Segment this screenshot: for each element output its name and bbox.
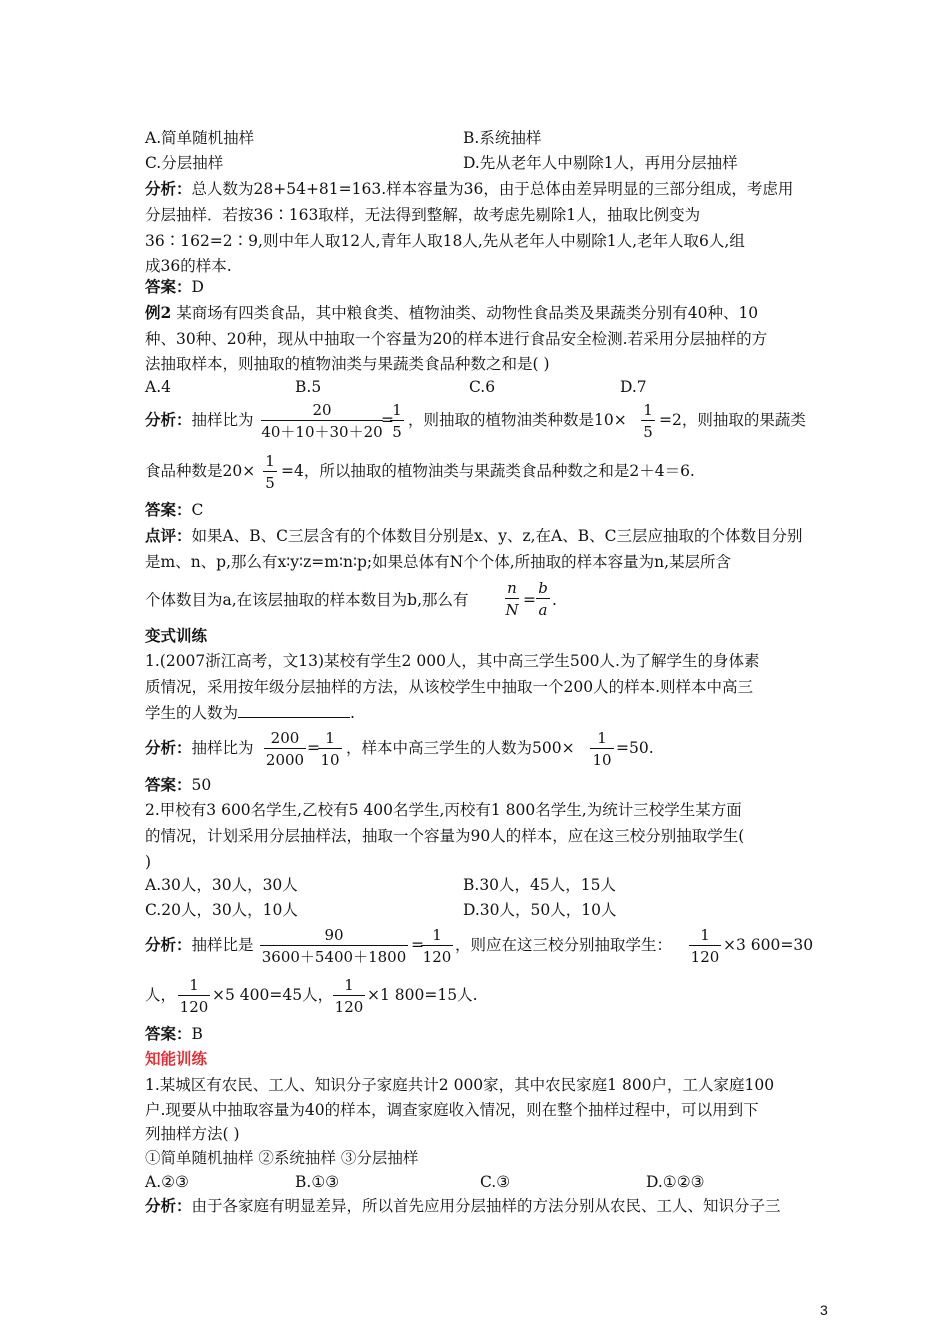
variant-q2-l2: 的情况，计划采用分层抽样法，抽取一个容量为90人的样本，应在这三校分别抽取学生( — [145, 827, 745, 845]
option-d: D.先从老年人中剔除1人，再用分层抽样 — [463, 154, 738, 172]
ex2-option-d: D.7 — [620, 378, 647, 396]
fraction: $\frac{b}{a}$ — [536, 579, 550, 619]
fraction: $\frac{n}{N}$ — [505, 579, 519, 619]
section-title-variant: 变式训练 — [145, 626, 208, 645]
variant-q2-l3: ) — [145, 853, 152, 871]
ex2-option-a: A.4 — [145, 378, 171, 396]
training-q1-l4: ①简单随机抽样 ②系统抽样 ③分层抽样 — [145, 1149, 419, 1167]
ex2-analysis-mid: ，则抽取的植物油类种数是10× — [408, 411, 627, 429]
section-title-training: 知能训练 — [145, 1049, 208, 1068]
analysis-1-l3: 36∶162=2∶9,则中年人取12人,青年人取18人,先从老年人中剔除1人,老年人取6人,组 — [145, 232, 745, 250]
option-a: A.简单随机抽样 — [145, 129, 255, 147]
answer-blank — [238, 703, 350, 718]
training-option-b: B.①③ — [295, 1173, 340, 1191]
answer-1: 答案：D — [145, 277, 204, 296]
ex2-option-b: B.5 — [295, 378, 322, 396]
variant-q1-l1: 1.(2007浙江高考，文13)某校有学生2 000人，其中高三学生500人.为了解学生的身体素 — [145, 652, 760, 670]
period: . — [552, 591, 557, 609]
fraction: $\frac{20}{40+10+30+20}$ — [261, 401, 383, 441]
example-2-q-l2: 种、30种、20种，现从中抽取一个容量为20的样本进行食品安全检测.若采用分层抽样的方 — [145, 330, 768, 348]
variant-a1-mid: ，样本中高三学生的人数为500× — [346, 739, 575, 757]
example-2-q-l3: 法抽取样本，则抽取的植物油类与果蔬类食品种数之和是( ) — [145, 355, 550, 373]
option-c: C.分层抽样 — [145, 154, 224, 172]
ex2-comment: 点评：如果A、B、C三层含有的个体数目分别是x、y、z,在A、B、C三层应抽取的个体数目分别 — [145, 526, 803, 545]
ex2-comment-l2: 是m、n、p,那么有x∶y∶z=m∶n∶p;如果总体有N个个体,所抽取的样本容量为n,某层所含 — [145, 553, 732, 571]
fraction: $\frac{1}{5}$ — [390, 401, 404, 441]
variant-a1-end: =50. — [616, 739, 654, 757]
fraction: $\frac{90}{3600+5400+1800}$ — [261, 926, 407, 966]
fraction: $\frac{1}{120}$ — [334, 976, 364, 1016]
variant-q1-l3: 学生的人数为 . — [145, 704, 355, 722]
fraction: $\frac{1}{10}$ — [590, 729, 614, 769]
ex2-analysis-end: =2，则抽取的果蔬类 — [659, 411, 806, 429]
ex2-analysis-l2-pre: 食品种数是20× — [145, 462, 256, 480]
ex2-answer: 答案：C — [145, 500, 204, 519]
example-2-question: 例2 某商场有四类食品，其中粮食类、植物油类、动物性食品类及果蔬类分别有40种、10 — [145, 303, 759, 322]
training-q1-l1: 1.某城区有农民、工人、知识分子家庭共计2 000家，其中农民家庭1 800户，工人家庭100 — [145, 1076, 775, 1094]
variant-a2b-pre: 人， — [145, 986, 177, 1004]
equals: = — [523, 591, 536, 609]
ex2-analysis-label: 分析：抽样比为 — [145, 410, 254, 429]
variant-a2-pre: 分析：抽样比是 — [145, 935, 254, 954]
fraction: $\frac{1}{120}$ — [690, 926, 720, 966]
training-analysis: 分析：由于各家庭有明显差异，所以首先应用分层抽样的方法分别从农民、工人、知识分子三 — [145, 1196, 781, 1215]
ex2-option-c: C.6 — [469, 378, 496, 396]
training-q1-l3: 列抽样方法( ) — [145, 1125, 240, 1143]
variant-a2b-end: ×1 800=15人. — [367, 986, 478, 1004]
equals: = — [411, 936, 424, 954]
fraction: $\frac{1}{10}$ — [318, 729, 342, 769]
variant-a2b-mid: ×5 400=45人， — [212, 986, 334, 1004]
variant-q2-option-d: D.30人，50人，10人 — [463, 901, 617, 919]
page-number: 3 — [820, 1302, 828, 1318]
analysis-1: 分析：总人数为28+54+81=163.样本容量为36，由于总体由差异明显的三部分组成，考虑用 — [145, 179, 794, 198]
fraction: $\frac{1}{120}$ — [422, 926, 452, 966]
fraction: $\frac{1}{5}$ — [641, 401, 655, 441]
option-b: B.系统抽样 — [463, 129, 542, 147]
variant-a1-pre: 分析：抽样比为 — [145, 738, 254, 757]
analysis-1-l2: 分层抽样．若按36∶163取样，无法得到整解，故考虑先剔除1人，抽取比例变为 — [145, 206, 701, 224]
variant-a2-mid: ，则应在这三校分别抽取学生： — [455, 936, 673, 954]
equals: = — [381, 411, 394, 429]
ex2-comment-l3: 个体数目为a,在该层抽取的样本数目为b,那么有 — [145, 591, 469, 609]
variant-answer-2: 答案：B — [145, 1024, 203, 1043]
variant-q2-l1: 2.甲校有3 600名学生,乙校有5 400名学生,丙校有1 800名学生,为统计三校学生某方面 — [145, 801, 742, 819]
variant-answer-1: 答案：50 — [145, 775, 212, 794]
variant-a2-end: ×3 600=30 — [723, 936, 814, 954]
equals: = — [307, 739, 320, 757]
training-option-c: C.③ — [480, 1173, 511, 1191]
fraction: $\frac{1}{120}$ — [179, 976, 209, 1016]
ex2-analysis-l2-end: =4，所以抽取的植物油类与果蔬类食品种数之和是2＋4＝6. — [281, 462, 695, 480]
analysis-1-l4: 成36的样本. — [145, 257, 232, 275]
fraction: $\frac{200}{2000}$ — [265, 729, 305, 769]
variant-q2-option-a: A.30人，30人，30人 — [145, 876, 298, 894]
training-option-a: A.②③ — [145, 1173, 189, 1191]
variant-q1-l2: 质情况，采用按年级分层抽样的方法，从该校学生中抽取一个200人的样本.则样本中高三 — [145, 678, 754, 696]
training-option-d: D.①②③ — [646, 1173, 705, 1191]
fraction: $\frac{1}{5}$ — [263, 452, 277, 492]
variant-q2-option-b: B.30人，45人，15人 — [463, 876, 616, 894]
variant-q2-option-c: C.20人，30人，10人 — [145, 901, 298, 919]
training-q1-l2: 户.现要从中抽取容量为40的样本，调查家庭收入情况，则在整个抽样过程中，可以用到下 — [145, 1101, 759, 1119]
